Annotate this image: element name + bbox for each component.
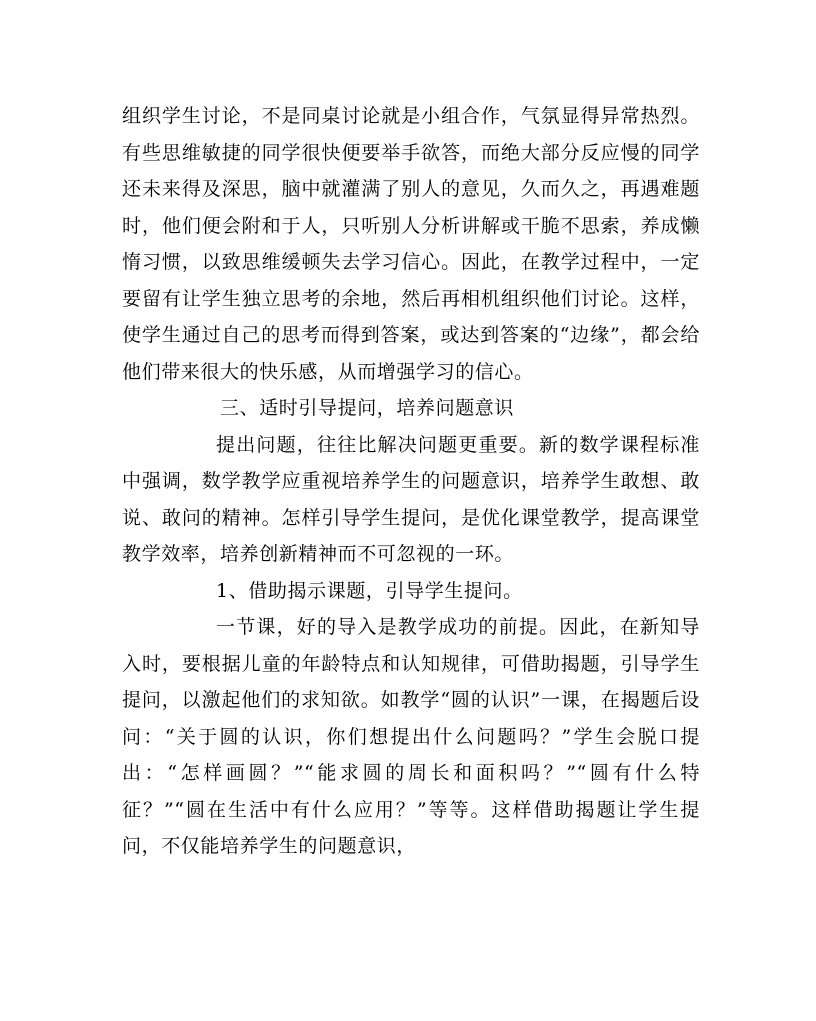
section-heading-three: 三、适时引导提问，培养问题意识 bbox=[220, 397, 515, 419]
document-body bbox=[122, 98, 700, 865]
paragraph-lesson-introduction: 一节课，好的导入是教学成功的前提。因此，在新知导入时，要根据儿童的年龄特点和认知规律，可借助揭题，引导学生提问，以激起他们的求知欲。如教学“圆的认识”一课，在揭题后设问：“关于圆的认识，你们想提出什么问题吗？”学生会脱口提出：“怎样画圆？”“能求圆的周长和面积吗？”“圆有什么特征？”“圆在生活中有什么应用？”等等。这样借助揭题让学生提问，不仅能培养学生的问题意识， bbox=[122, 616, 700, 857]
paragraph-discussion: 组织学生讨论，不是同桌讨论就是小组合作，气氛显得异常热烈。有些思维敏捷的同学很快便要举手欲答，而绝大部分反应慢的同学还未来得及深思，脑中就灌满了别人的意见，久而久之，再遇难题时，他们便会附和于人，只听别人分析讲解或干脆不思索，养成懒惰习惯，以致思维缓顿失去学习信心。因此，在教学过程中，一定要留有让学生独立思考的余地，然后再相机组织他们讨论。这样，使学生通过自己的思考而得到答案，或达到答案的“边缘”，都会给他们带来很大的快乐感，从而增强学习的信心。 bbox=[122, 105, 700, 383]
subsection-heading-one: 1、借助揭示课题，引导学生提问。 bbox=[216, 579, 523, 602]
paragraph-asking-questions: 提出问题，往往比解决问题更重要。新的数学课程标准中强调，数学教学应重视培养学生的问题意识，培养学生敢想、敢说、敢问的精神。怎样引导学生提问，是优化课堂教学，提高课堂教学效率，培养创新精神而不可忽视的一环。 bbox=[122, 433, 700, 565]
